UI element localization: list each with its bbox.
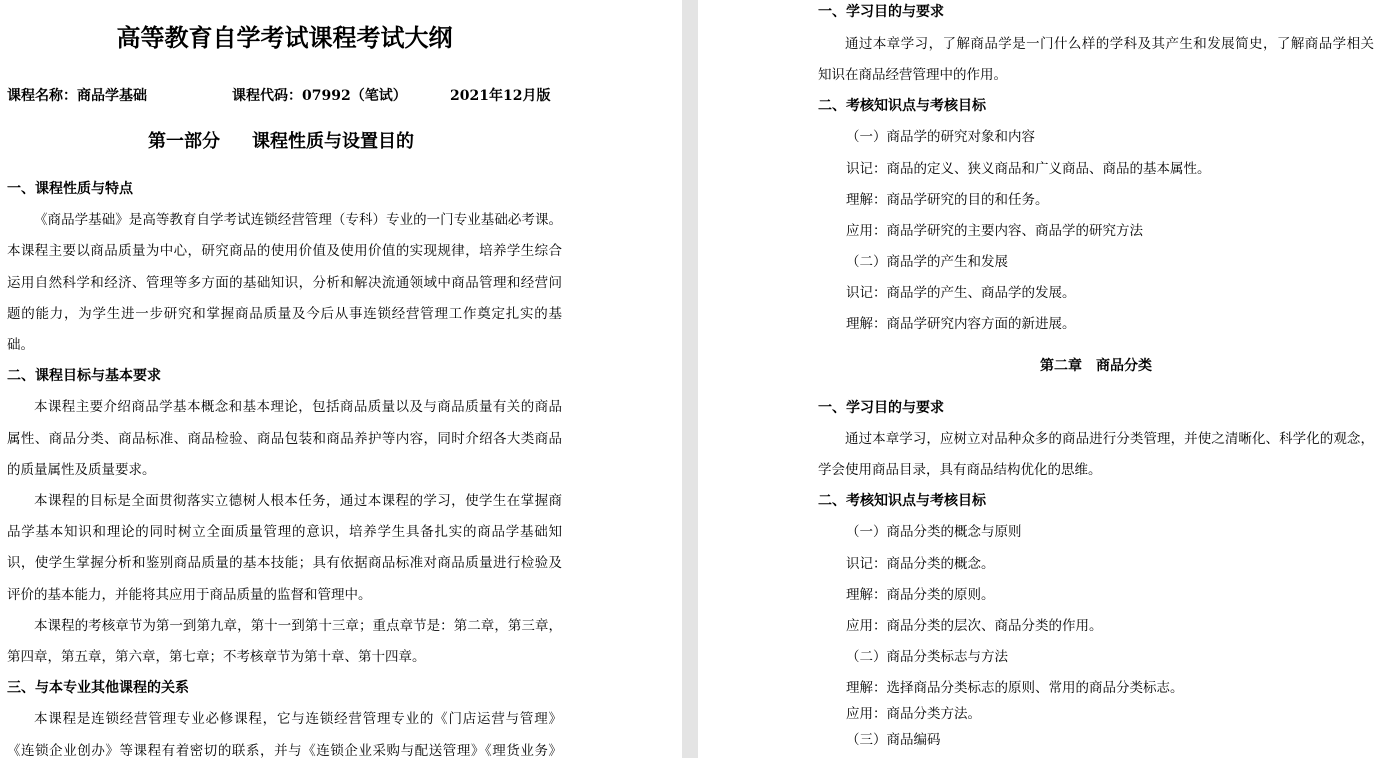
paragraph-line: 品学基本知识和理论的同时树立全面质量管理的意识，培养学生具备扎实的商品学基础知 xyxy=(7,524,562,541)
paragraph-line: 学会使用商品目录，具有商品结构优化的思维。 xyxy=(818,462,1102,478)
section-heading: 三、与本专业其他课程的关系 xyxy=(7,680,189,697)
section-heading: 一、学习目的与要求 xyxy=(818,400,944,416)
paragraph-line: 础。 xyxy=(7,337,34,353)
section-heading: 二、考核知识点与考核目标 xyxy=(818,98,986,114)
objective-item: 理解：商品分类的原则。 xyxy=(846,587,995,603)
section-heading: 二、考核知识点与考核目标 xyxy=(818,493,986,509)
paragraph-line: 《连锁企业创办》等课程有着密切的联系，并与《连锁企业采购与配送管理》《理货业务》 xyxy=(7,742,562,758)
paragraph-line: 运用自然科学和经济、管理等多方面的基础知识，分析和解决流通领域中商品管理和经营问 xyxy=(7,274,562,291)
objective-item: 理解：商品学研究内容方面的新进展。 xyxy=(846,316,1076,332)
objective-item: 识记：商品的定义、狭义商品和广义商品、商品的基本属性。 xyxy=(846,160,1211,177)
topic-heading: （二）商品分类标志与方法 xyxy=(846,649,1008,665)
course-name: 课程名称：商品学基础 xyxy=(7,88,147,104)
topic-heading: （一）商品分类的概念与原则 xyxy=(846,524,1022,540)
topic-heading: （一）商品学的研究对象和内容 xyxy=(846,129,1035,145)
part-title: 课程性质与设置目的 xyxy=(252,131,414,152)
chapter-heading xyxy=(818,356,1374,376)
objective-item: 应用：商品分类方法。 xyxy=(846,706,981,722)
topic-heading: （二）商品学的产生和发展 xyxy=(846,254,1008,270)
doc-title: 高等教育自学考试课程考试大纲 xyxy=(116,23,453,52)
paragraph-line: 通过本章学习，了解商品学是一门什么样的学科及其产生和发展简史，了解商品学相关 xyxy=(845,35,1374,52)
part-number: 第一部分 xyxy=(148,131,220,152)
paragraph-line: 本课程的目标是全面贯彻落实立德树人根本任务，通过本课程的学习，使学生在掌握商 xyxy=(34,493,562,509)
paragraph-line: 的质量属性及质量要求。 xyxy=(7,461,156,478)
paragraph-line: 本课程是连锁经营管理专业必修课程，它与连锁经营管理专业的《门店运营与管理》 xyxy=(34,711,562,728)
chapter-number: 第二章 xyxy=(1040,358,1082,374)
paragraph-line: 知识在商品经营管理中的作用。 xyxy=(818,67,1007,83)
objective-item: 应用：商品学研究的主要内容、商品学的研究方法 xyxy=(846,223,1143,239)
paragraph-line: 本课程主要以商品质量为中心，研究商品的使用价值及使用价值的实现规律，培养学生综合 xyxy=(7,243,562,260)
objective-item: 应用：商品分类的层次、商品分类的作用。 xyxy=(846,618,1103,634)
topic-heading: （三）商品编码 xyxy=(846,732,941,748)
course-edition: 2021年12月版 xyxy=(450,88,551,104)
paragraph-line: 本课程主要介绍商品学基本概念和基本理论，包括商品质量以及与商品质量有关的商品 xyxy=(34,399,562,416)
objective-item: 识记：商品分类的概念。 xyxy=(846,556,995,572)
objective-item: 识记：商品学的产生、商品学的发展。 xyxy=(846,285,1076,301)
course-code: 课程代码：07992（笔试） xyxy=(232,88,407,104)
paragraph-line: 本课程的考核章节为第一到第九章，第十一到第十三章；重点章节是：第二章，第三章， xyxy=(34,617,562,634)
section-heading: 一、课程性质与特点 xyxy=(7,181,133,197)
paragraph-line: 第四章，第五章，第六章，第七章；不考核章节为第十章、第十四章。 xyxy=(7,649,426,665)
chapter-title: 商品分类 xyxy=(1096,358,1152,374)
section-heading: 二、课程目标与基本要求 xyxy=(7,368,161,385)
paragraph-line: 评价的基本能力，并能将其应用于商品质量的监督和管理中。 xyxy=(7,586,372,603)
paragraph-line: 《商品学基础》是高等教育自学考试连锁经营管理（专科）专业的一门专业基础必考课。 xyxy=(34,212,562,229)
paragraph-line: 识，使学生掌握分析和鉴别商品质量的基本技能；具有依据商品标准对商品质量进行检验及 xyxy=(7,555,562,572)
objective-item: 理解：商品学研究的目的和任务。 xyxy=(846,192,1049,208)
paragraph-line: 属性、商品分类、商品标准、商品检验、商品包装和商品养护等内容，同时介绍各大类商品 xyxy=(7,430,562,447)
page-right xyxy=(698,0,1384,758)
paragraph-line: 题的能力，为学生进一步研究和掌握商品质量及今后从事连锁经营管理工作奠定扎实的基 xyxy=(7,305,562,322)
objective-item: 理解：选择商品分类标志的原则、常用的商品分类标志。 xyxy=(846,680,1184,696)
page-left xyxy=(0,0,682,758)
section-heading: 一、学习目的与要求 xyxy=(818,4,944,20)
paragraph-line: 通过本章学习，应树立对品种众多的商品进行分类管理，并使之清晰化、科学化的观念， xyxy=(845,431,1374,447)
